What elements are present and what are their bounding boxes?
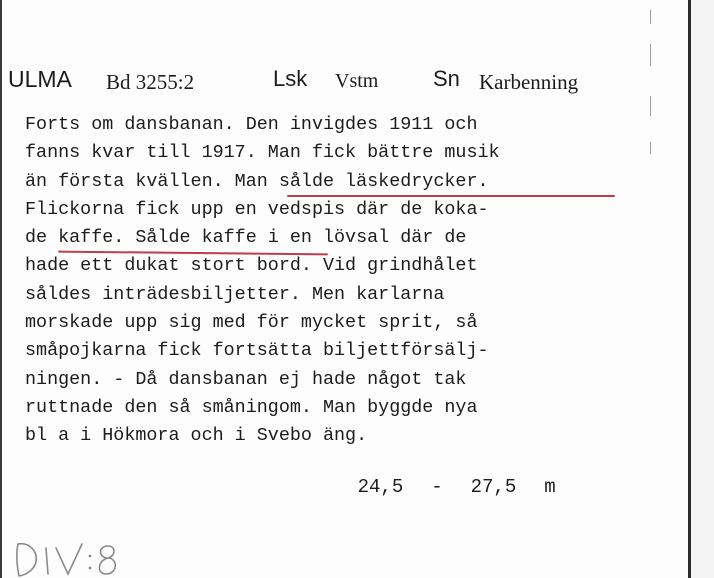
text-line: ruttnade den så småningom. Man byggde nya [25,396,478,418]
depth-end: 27,5 [470,476,517,498]
margin-mark [650,44,651,66]
text-line: ningen. - Då dansbanan ej hade något tak [25,368,467,390]
margin-mark [650,142,651,154]
depth-start: 24,5 [357,476,404,498]
margin-mark [650,96,651,116]
parish-name: Karbenning [479,70,579,94]
text-line: de kaffe. Sålde kaffe i en lövsal där de [25,227,467,249]
text-line: såldes inträdesbiljetter. Men karlarna [25,283,445,305]
county-name: Vstm [335,70,379,92]
volume-number: Bd 3255:2 [106,70,195,94]
depth-unit: m [544,476,556,498]
red-underline [287,195,615,197]
parish-label: Sn [433,66,460,91]
margin-mark [650,10,651,24]
county-label: Lsk [273,66,308,91]
text-line: än första kvällen. Man sålde läskedrycker. [25,170,489,192]
text-line: småpojkarna fick fortsätta biljettförsälj- [25,340,489,362]
depth-dash: - [431,476,443,498]
text-line: hade ett dukat stort bord. Vid grindhålet [25,255,478,277]
text-line: Forts om dansbanan. Den invigdes 1911 och [25,114,478,135]
pencil-annotation [12,538,122,578]
text-line: bl a i Hökmora och i Svebo äng. [25,425,368,447]
depth-range [312,454,584,520]
text-line: Flickorna fick upp en vedspis där de koka- [25,198,489,220]
text-line: morskade upp sig med för mycket sprit, så [25,312,478,334]
card-body-text [25,111,645,451]
scan-background-strip [691,0,714,578]
text-line: fanns kvar till 1917. Man fick bättre musik [25,142,500,164]
card-header [8,66,648,98]
archive-code: ULMA [8,66,72,92]
card-left-edge [0,0,2,578]
